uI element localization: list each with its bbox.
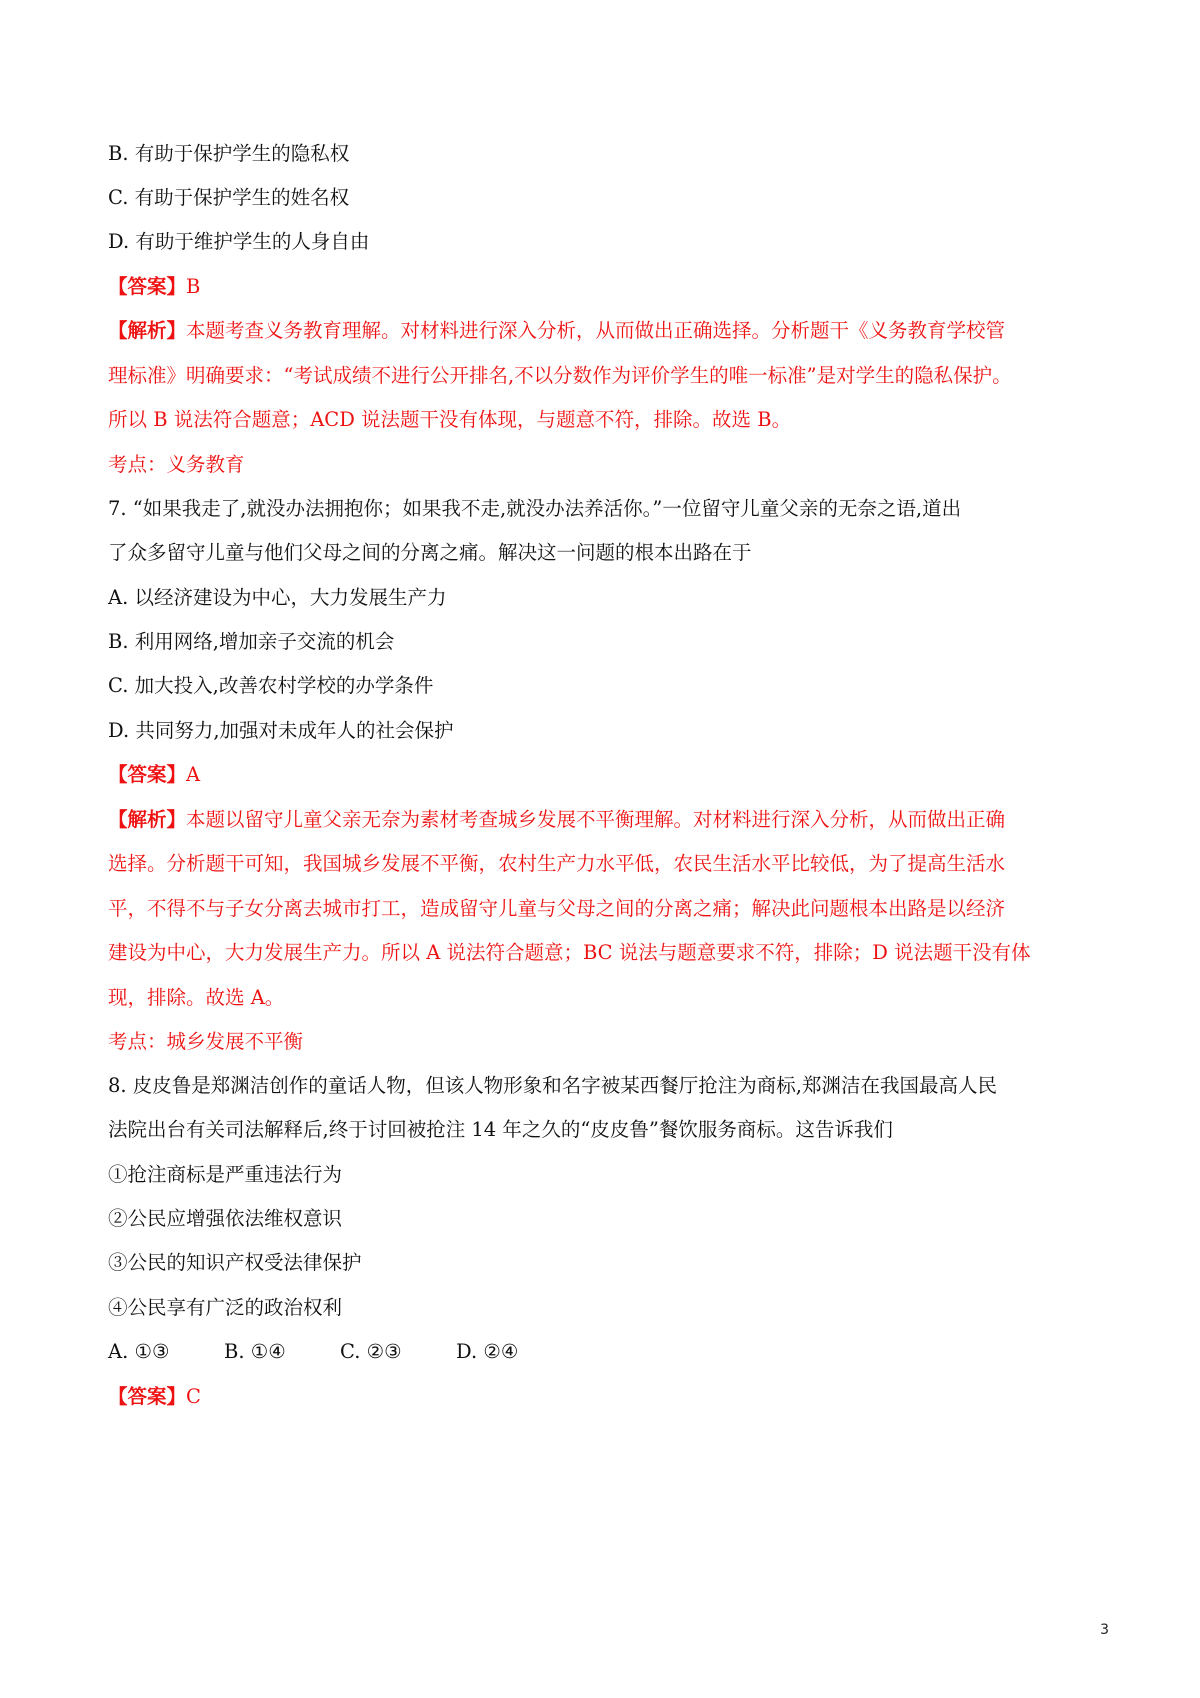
q6-option-b: B. 有助于保护学生的隐私权 (108, 142, 350, 165)
q6-option-d: D. 有助于维护学生的人身自由 (108, 230, 370, 253)
q6-answer (108, 272, 1108, 302)
answer-tag: 【答案】 (108, 1385, 187, 1408)
answer-value: A (186, 763, 201, 786)
q6-analysis-line-3: 所以 B 说法符合题意；ACD 说法题干没有体现，与题意不符，排除。故选 B。 (108, 408, 792, 431)
q8-stem-line-1: 8. 皮皮鲁是郑渊洁创作的童话人物，但该人物形象和名字被某西餐厅抢注为商标,郑渊洁在我国最高人民 (108, 1074, 998, 1097)
q6-analysis-line-1: 【解析】本题考查义务教育理解。对材料进行深入分析，从而做出正确选择。分析题干《义务教育学校管 (108, 319, 1006, 342)
q7-analysis-line-1: 【解析】本题以留守儿童父亲无奈为素材考查城乡发展不平衡理解。对材料进行深入分析，从而做出正确 (108, 808, 1006, 831)
q7-stem-line-1: 7. “如果我走了,就没办法拥抱你；如果我不走,就没办法养活你。”一位留守儿童父亲的无奈之语,道出 (108, 497, 962, 520)
q6-point: 考点：义务教育 (108, 453, 245, 476)
q8-statement-4: ④公民享有广泛的政治权利 (108, 1296, 343, 1319)
q7-option-c: C. 加大投入,改善农村学校的办学条件 (108, 674, 434, 697)
q6-option-c: C. 有助于保护学生的姓名权 (108, 186, 350, 209)
q7-option-b: B. 利用网络,增加亲子交流的机会 (108, 630, 395, 653)
q7-option-a: A. 以经济建设为中心，大力发展生产力 (108, 586, 447, 609)
q8-option-c: C. ②③ (340, 1340, 402, 1363)
q8-statement-1: ①抢注商标是严重违法行为 (108, 1163, 343, 1186)
q6-analysis-line-2: 理标准》明确要求：“考试成绩不进行公开排名,不以分数作为评价学生的唯一标准”是对学生的隐私保护。 (108, 364, 1012, 387)
q8-option-b: B. ①④ (224, 1340, 286, 1363)
q8-stem-line-2: 法院出台有关司法解释后,终于讨回被抢注 14 年之久的“皮皮鲁”餐饮服务商标。这告诉我们 (108, 1118, 893, 1141)
q8-statement-3: ③公民的知识产权受法律保护 (108, 1251, 362, 1274)
q8-answer (108, 1382, 1108, 1412)
q7-analysis-line-5: 现，排除。故选 A。 (108, 986, 285, 1009)
q7-analysis-line-3: 平，不得不与子女分离去城市打工，造成留守儿童与父母之间的分离之痛；解决此问题根本出路是以经济 (108, 897, 1006, 920)
answer-value: B (186, 275, 201, 298)
q8-option-d: D. ②④ (456, 1340, 519, 1363)
answer-value: C (186, 1385, 201, 1408)
q7-stem-line-2: 了众多留守儿童与他们父母之间的分离之痛。解决这一问题的根本出路在于 (108, 541, 752, 564)
q7-analysis-line-2: 选择。分析题干可知，我国城乡发展不平衡，农村生产力水平低，农民生活水平比较低，为了提高生活水 (108, 852, 1006, 875)
q7-answer (108, 760, 1108, 790)
q7-option-d: D. 共同努力,加强对未成年人的社会保护 (108, 719, 454, 742)
analysis-tag: 【解析】 (108, 319, 187, 342)
analysis-tag: 【解析】 (108, 808, 187, 831)
q8-options (108, 1337, 1108, 1367)
answer-tag: 【答案】 (108, 275, 187, 298)
page-number: 3 (1100, 1622, 1109, 1638)
answer-tag: 【答案】 (108, 763, 187, 786)
q7-point: 考点：城乡发展不平衡 (108, 1030, 304, 1053)
q7-analysis-line-4: 建设为中心，大力发展生产力。所以 A 说法符合题意；BC 说法与题意要求不符，排除；D 说法题干没有体 (108, 941, 1031, 964)
q8-statement-2: ②公民应增强依法维权意识 (108, 1207, 343, 1230)
q8-option-a: A. ①③ (108, 1340, 170, 1363)
